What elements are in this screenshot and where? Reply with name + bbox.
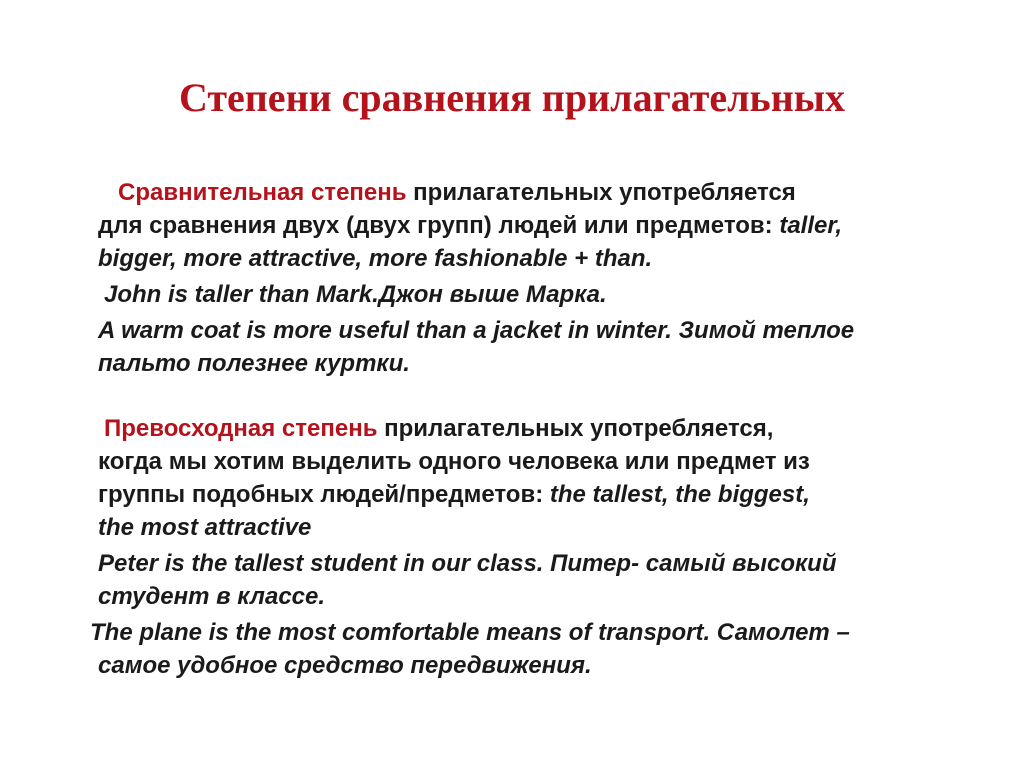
superlative-line1-rest: прилагательных употребляется, <box>377 415 774 442</box>
comparative-examples-a: taller, <box>779 212 843 239</box>
superlative-line-2: когда мы хотим выделить одного человека или предмет из <box>98 448 810 475</box>
comparative-line2-text: для сравнения двух (двух групп) людей или предметов: <box>98 212 780 239</box>
superlative-line-3 <box>98 478 978 511</box>
example-plane <box>90 616 978 682</box>
example-john: John is taller than Mark.Джон выше Марка. <box>104 281 607 308</box>
superlative-examples-b: the most attractive <box>98 514 312 541</box>
superlative-examples-a: the tallest, the biggest, <box>549 481 810 508</box>
example-plane-line-2: самое удобное средство передвижения. <box>98 652 592 679</box>
example-coat-line-2: пальто полезнее куртки. <box>98 350 410 377</box>
comparative-line1-rest: прилагательных употребляется <box>406 179 796 206</box>
example-coat <box>98 314 978 380</box>
example-coat-line-1: A warm coat is more useful than a jacket in winter. Зимой теплое <box>98 317 855 344</box>
comparative-line-2 <box>98 209 978 242</box>
slide-title: Степени сравнения прилагательных <box>179 75 845 120</box>
comparative-definition <box>98 176 978 275</box>
superlative-term: Превосходная степень <box>104 415 378 442</box>
example-plane-line-1: The plane is the most comfortable means of transport. Самолет – <box>90 619 850 646</box>
superlative-line3-text: группы подобных людей/предметов: <box>98 481 550 508</box>
example-peter-line-2: студент в классе. <box>98 583 326 610</box>
example-peter-line-1: Peter is the tallest student in our class. Питер- самый высокий <box>98 550 837 577</box>
comparative-examples-b: bigger, more attractive, more fashionable + than. <box>98 245 653 272</box>
comparative-line-1 <box>98 176 978 209</box>
superlative-definition <box>98 412 978 544</box>
comparative-term: Сравнительная степень <box>118 179 407 206</box>
slide-body <box>90 176 978 682</box>
example-peter <box>98 547 978 613</box>
superlative-line-1 <box>98 412 978 445</box>
